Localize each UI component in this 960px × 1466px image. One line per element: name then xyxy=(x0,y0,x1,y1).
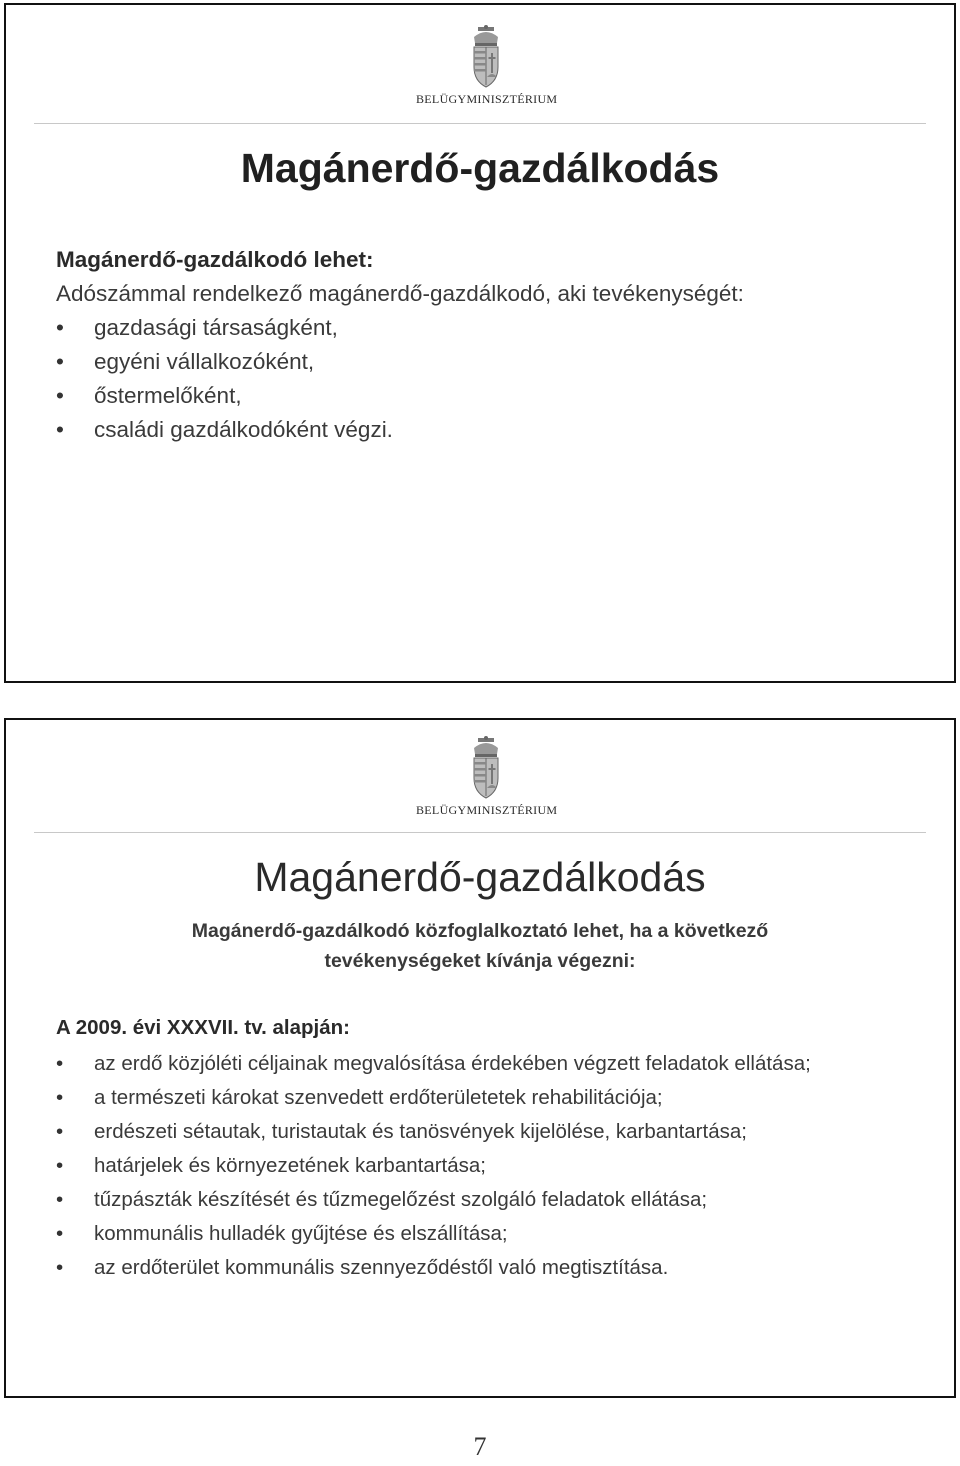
ministry-logo xyxy=(416,736,556,818)
list-item: • erdészeti sétautak, turistautak és tanösvények kijelölése, karbantartása; xyxy=(56,1118,914,1146)
list-item: • családi gazdálkodóként végzi. xyxy=(56,413,914,447)
ministry-name: BELÜGYMINISZTÉRIUM xyxy=(416,92,558,106)
list-item: • gazdasági társaságként, xyxy=(56,311,914,345)
slide-body xyxy=(56,1012,914,1288)
slide-body xyxy=(56,243,914,447)
slide-2 xyxy=(4,718,956,1398)
slide-1 xyxy=(4,3,956,683)
page-number: 7 xyxy=(473,1432,487,1461)
lead-text: Magánerdő-gazdálkodó lehet: xyxy=(56,247,374,272)
list-item: • őstermelőként, xyxy=(56,379,914,413)
slide-title: Magánerdő-gazdálkodás xyxy=(240,145,720,191)
list-item: • az erdő közjóléti céljainak megvalósítása érdekében végzett feladatok ellátása; xyxy=(56,1050,914,1078)
header-divider xyxy=(34,832,926,833)
subtitle-line: Magánerdő-gazdálkodó közfoglalkoztató lehet, ha a következő xyxy=(191,920,769,942)
list-item: • határjelek és környezetének karbantartása; xyxy=(56,1152,914,1180)
ministry-logo xyxy=(416,25,556,107)
ministry-name: BELÜGYMINISZTÉRIUM xyxy=(416,803,558,817)
list-item: • tűzpászták készítését és tűzmegelőzést szolgáló feladatok ellátása; xyxy=(56,1186,914,1214)
bullet-list xyxy=(56,311,914,447)
list-item: • kommunális hulladék gyűjtése és elszállítása; xyxy=(56,1220,914,1248)
list-item: • a természeti károkat szenvedett erdőterületetek rehabilitációja; xyxy=(56,1084,914,1112)
intro-text: Adószámmal rendelkező magánerdő-gazdálkodó, aki tevékenységét: xyxy=(56,281,744,306)
list-item: • egyéni vállalkozóként, xyxy=(56,345,914,379)
coat-of-arms-icon xyxy=(466,736,506,800)
header-divider xyxy=(34,123,926,124)
bullet-list xyxy=(56,1050,914,1282)
lead-text: A 2009. évi XXXVII. tv. alapján: xyxy=(56,1016,350,1039)
list-item: • az erdőterület kommunális szennyeződéstől való megtisztítása. xyxy=(56,1254,914,1282)
coat-of-arms-icon xyxy=(466,25,506,89)
subtitle-line: tevékenységeket kívánja végezni: xyxy=(324,950,636,972)
slide-subtitle xyxy=(96,916,864,976)
slide-title: Magánerdő-gazdálkodás xyxy=(254,854,706,900)
